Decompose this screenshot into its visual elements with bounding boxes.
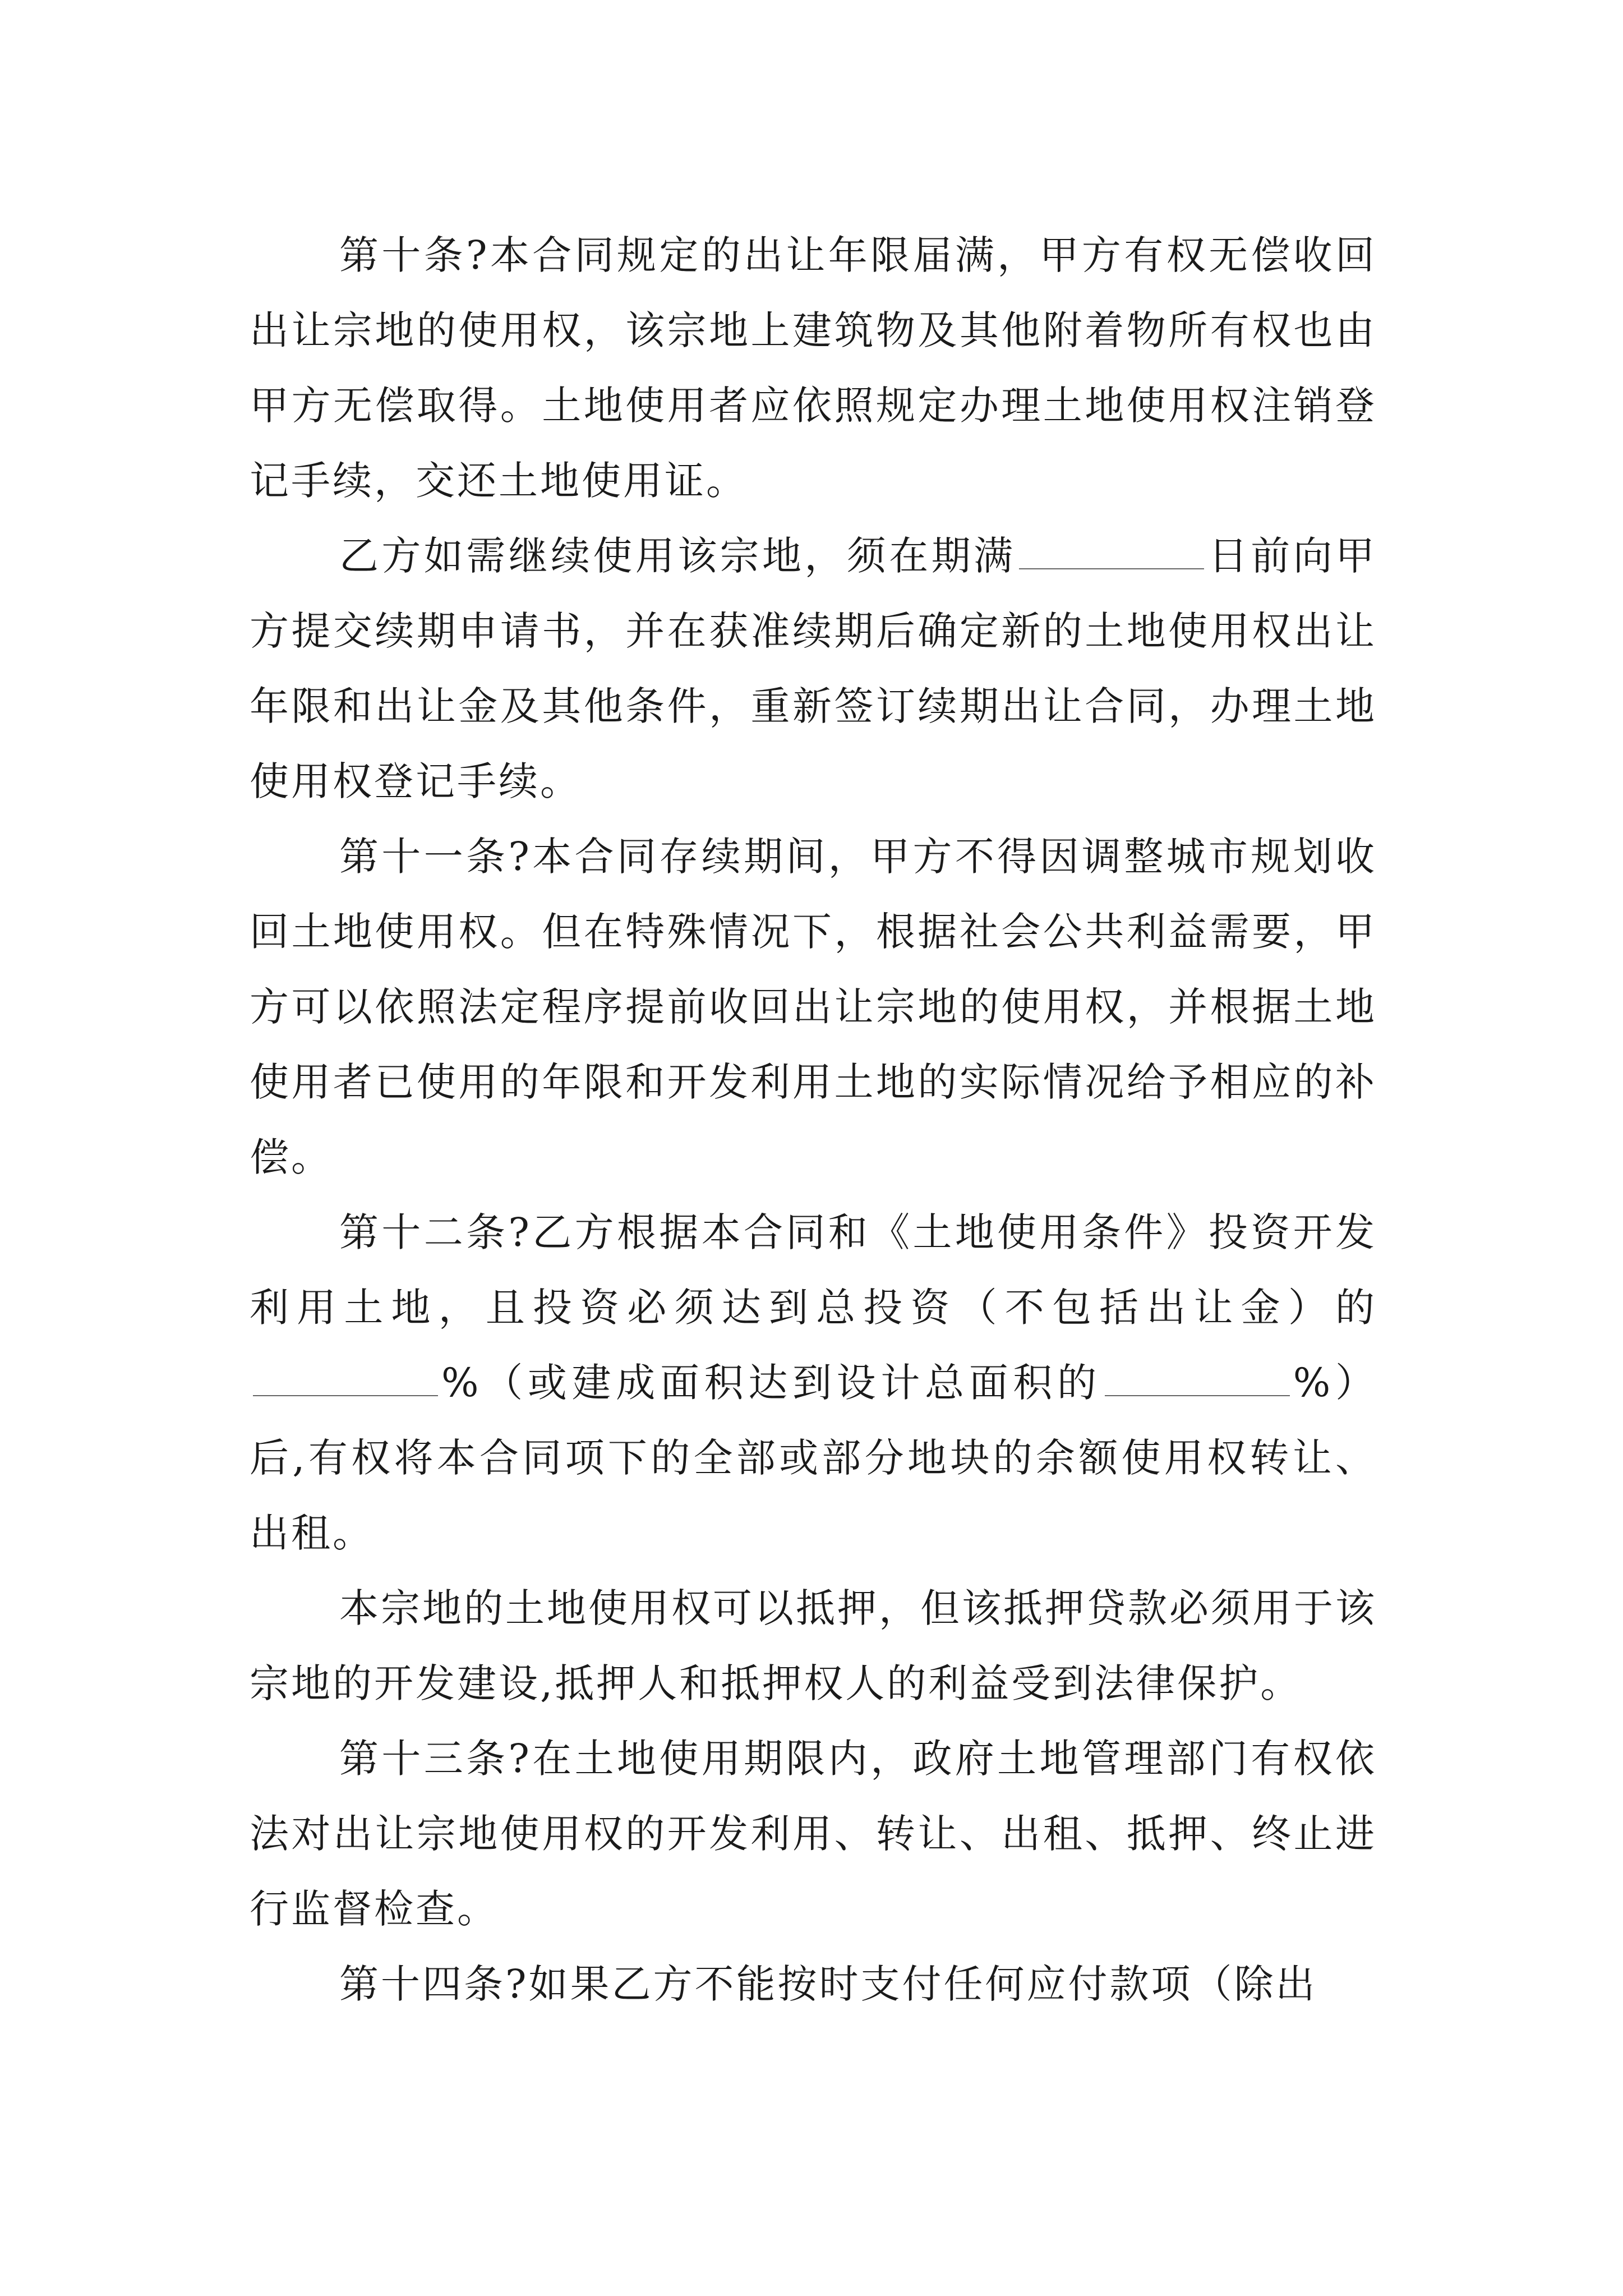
investment-percent-blank-field <box>253 1395 438 1396</box>
renewal-paragraph <box>250 518 1377 819</box>
article-13-paragraph: 第十三条?在土地使用期限内，政府土地管理部门有权依法对出让宗地使用权的开发利用、转让、出租、抵押、终止进行监督检查。 <box>250 1736 1377 1932</box>
renewal-text-before: 乙方如需继续使用该宗地，须在期满 <box>339 533 1016 579</box>
article-12-text-middle: %（或建成面积达到设计总面积的 <box>441 1360 1101 1406</box>
mortgage-paragraph: 本宗地的土地使用权可以抵押，但该抵押贷款必须用于该宗地的开发建设,抵押人和抵押权人的利益受到法律保护。 <box>250 1585 1377 1706</box>
area-percent-blank-field <box>1105 1395 1290 1396</box>
article-10-paragraph: 第十条?本合同规定的出让年限届满，甲方有权无偿收回出让宗地的使用权，该宗地上建筑物及其他附着物所有权也由甲方无偿取得。土地使用者应依照规定办理土地使用权注销登记手续，交还土地使用证。 <box>250 232 1377 504</box>
article-14-paragraph: 第十四条?如果乙方不能按时支付任何应付款项（除出 <box>339 1961 1317 2007</box>
days-blank-field <box>1019 568 1204 569</box>
renewal-text-after: 日前向甲方提交续期申请书，并在获准续期后确定新的土地使用权出让年限和出让金及其他条件，重新签订续期出让合同，办理土地使用权登记手续。 <box>250 533 1377 804</box>
article-12-text-before: 第十二条?乙方根据本合同和《土地使用条件》投资开发利用土地，且投资必须达到总投资（不包括出让金）的 <box>250 1209 1377 1331</box>
document-body <box>250 218 1377 2022</box>
article-12-paragraph <box>250 1195 1377 1571</box>
article-12-text-after: %）后,有权将本合同项下的全部或部分地块的余额使用权转让、出租。 <box>250 1360 1377 1556</box>
article-11-paragraph: 第十一条?本合同存续期间，甲方不得因调整城市规划收回土地使用权。但在特殊情况下，根据社会公共利益需要，甲方可以依照法定程序提前收回出让宗地的使用权，并根据土地使用者已使用的年限和开发利用土地的实际情况给予相应的补偿。 <box>250 834 1377 1180</box>
